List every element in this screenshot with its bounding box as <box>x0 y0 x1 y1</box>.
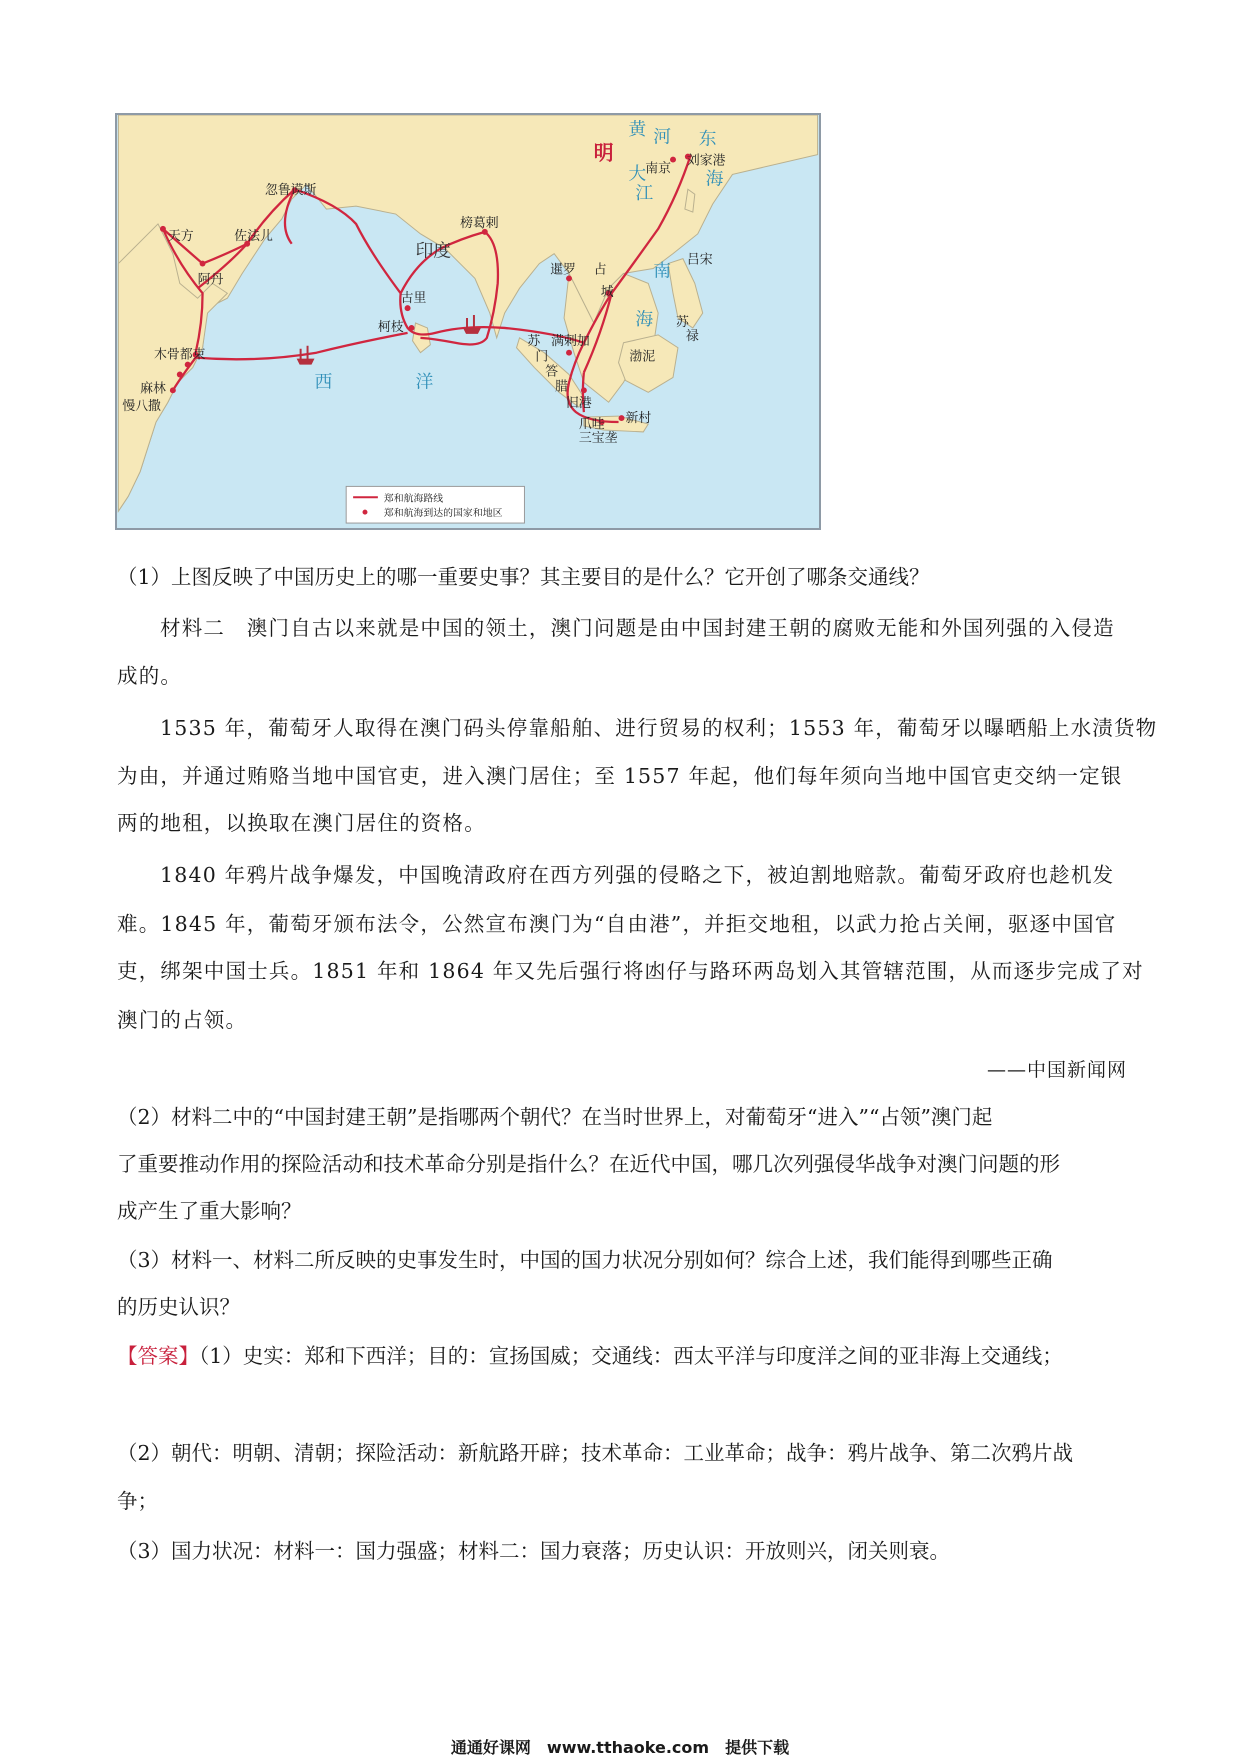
question-3-line-2: 的历史认识？ <box>117 1295 240 1319</box>
label-manlajia: 满剌加 <box>551 333 590 349</box>
dot-adan <box>200 261 206 267</box>
answer-2-line-2: 争； <box>117 1489 158 1513</box>
material-2-para-2-line-1: 1535 年，葡萄牙人取得在澳门码头停靠船舶、进行贸易的权利；1553 年，葡萄牙以曝晒船上水渍货物 <box>160 716 1158 740</box>
answer-1-text: （1）史实：郑和下西洋；目的：宣扬国威；交通线：西太平洋与印度洋之间的亚非海上交通线； <box>199 1344 1063 1368</box>
label-xianluo: 暹罗 <box>550 262 576 278</box>
material-2-source: ——中国新闻网 <box>986 1059 1127 1081</box>
label-sulu-2: 禄 <box>685 328 699 344</box>
label-jiang: 江 <box>635 183 654 205</box>
answer-tag: 【答案】 <box>117 1344 199 1368</box>
label-adan: 阿丹 <box>197 272 224 288</box>
question-1: （1）上图反映了中国历史上的哪一重要史事？其主要目的是什么？它开创了哪条交通线？ <box>117 565 930 589</box>
footer: 通通好课网 www.tthaoke.com 提供下载 <box>450 1738 790 1757</box>
material-2-para-2-line-2: 为由，并通过贿赂当地中国官吏，进入澳门居住；至 1557 年起，他们每年须向当地中国官吏交纳一定银 <box>117 764 1123 788</box>
material-2-para-1-line-1: 材料二 澳门自古以来就是中国的领土，澳门问题是由中国封建王朝的腐败无能和外国列强的入侵造 <box>160 616 1115 640</box>
label-zhancheng-2: 城 <box>600 285 614 301</box>
label-tianfang: 天方 <box>167 228 194 244</box>
label-mugudushu: 木骨都束 <box>154 347 206 363</box>
label-huhulu: 忽鲁谟斯 <box>264 183 317 199</box>
label-zhancheng-1: 占 <box>593 262 607 278</box>
label-sumendala-1: 苏 <box>527 333 541 349</box>
label-sumendala-2: 门 <box>535 349 549 365</box>
label-nan: 南 <box>653 260 672 282</box>
ship-icon <box>463 315 481 334</box>
label-bangela: 榜葛剌 <box>460 215 499 231</box>
label-sumendala-4: 腊 <box>555 379 569 395</box>
label-malin: 麻林 <box>140 381 166 397</box>
zheng-he-voyage-map <box>115 113 821 530</box>
label-boni: 渤泥 <box>629 349 656 365</box>
label-sulu-1: 苏 <box>675 314 689 330</box>
map-legend <box>346 486 524 523</box>
material-2-para-3-line-1: 1840 年鸦片战争爆发，中国晚清政府在西方列强的侵略之下，被迫割地赔款。葡萄牙政府也趁机发 <box>160 863 1115 887</box>
material-2-para-2-line-3: 两的地租，以换取在澳门居住的资格。 <box>117 811 486 835</box>
label-xincun: 新村 <box>625 411 652 427</box>
label-jiugang: 旧港 <box>566 396 592 412</box>
label-sanbaolong: 三宝垄 <box>578 430 618 446</box>
dot-manbasa <box>170 387 176 393</box>
answer-1 <box>117 1341 1127 1371</box>
label-yindu: 印度 <box>415 240 452 262</box>
label-sumendala-3: 答 <box>545 364 559 380</box>
legend-route: 郑和航海路线 <box>383 493 444 505</box>
question-2-line-2: 了重要推动作用的探险活动和技术革命分别是指什么？在近代中国，哪几次列强侵华战争对澳门问题的形 <box>117 1152 1060 1176</box>
label-huang-2: 河 <box>653 126 672 148</box>
label-zhuawa: 爪哇 <box>578 416 605 432</box>
material-2-para-3-line-2: 难。1845 年，葡萄牙颁布法令，公然宣布澳门为“自由港”，并拒交地租，以武力抢占关闸，驱逐中国官 <box>117 912 1117 936</box>
material-2-para-1-line-2: 成的。 <box>117 664 183 688</box>
label-zufaer: 佐法儿 <box>234 228 273 244</box>
dot-manlajia <box>566 350 572 356</box>
label-hai-east: 海 <box>705 168 724 190</box>
label-xi: 西 <box>314 371 333 393</box>
dot-jiugang <box>581 387 587 393</box>
dot-xincun <box>619 415 625 421</box>
question-2-line-3: 成产生了重大影响？ <box>117 1199 302 1223</box>
dot-tianfang <box>160 226 166 232</box>
label-lusong: 吕宋 <box>686 252 713 268</box>
dot-kezhi <box>409 325 415 331</box>
label-manbasa: 慢八撒 <box>122 399 161 415</box>
label-ming: 明 <box>593 141 614 165</box>
legend-dest: 郑和航海到达的国家和地区 <box>383 508 503 520</box>
label-nanjing: 南京 <box>645 161 672 177</box>
question-2-line-1: （2）材料二中的“中国封建王朝”是指哪两个朝代？在当时世界上，对葡萄牙“进入”“占领”澳门起 <box>117 1105 993 1129</box>
answer-3: （3）国力状况：材料一：国力强盛；材料二：国力衰落；历史认识：开放则兴，闭关则衰。 <box>117 1539 951 1563</box>
label-yang: 洋 <box>415 371 434 393</box>
label-dong: 东 <box>698 128 717 150</box>
material-2-para-3-line-4: 澳门的占领。 <box>117 1008 248 1032</box>
label-kezhi: 柯枝 <box>377 319 404 335</box>
material-2-para-3-line-3: 吏，绑架中国士兵。1851 年和 1864 年又先后强行将凼仔与路环两岛划入其管辖范围，从而逐步完成了对 <box>117 959 1144 983</box>
label-guli: 古里 <box>400 291 427 307</box>
answer-2-line-1: （2）朝代：明朝、清朝；探险活动：新航路开辟；技术革命：工业革命；战争：鸦片战争、第二次鸦片战 <box>117 1441 1074 1465</box>
question-3-line-1: （3）材料一、材料二所反映的史事发生时，中国的国力状况分别如何？综合上述，我们能得到哪些正确 <box>117 1248 1053 1272</box>
dot-malin <box>177 372 183 378</box>
label-huang-1: 黄 <box>628 118 647 140</box>
label-da: 大 <box>628 163 647 185</box>
label-liujiagang: 刘家港 <box>686 153 726 169</box>
map-svg <box>117 115 819 528</box>
label-hai-south: 海 <box>635 308 654 330</box>
